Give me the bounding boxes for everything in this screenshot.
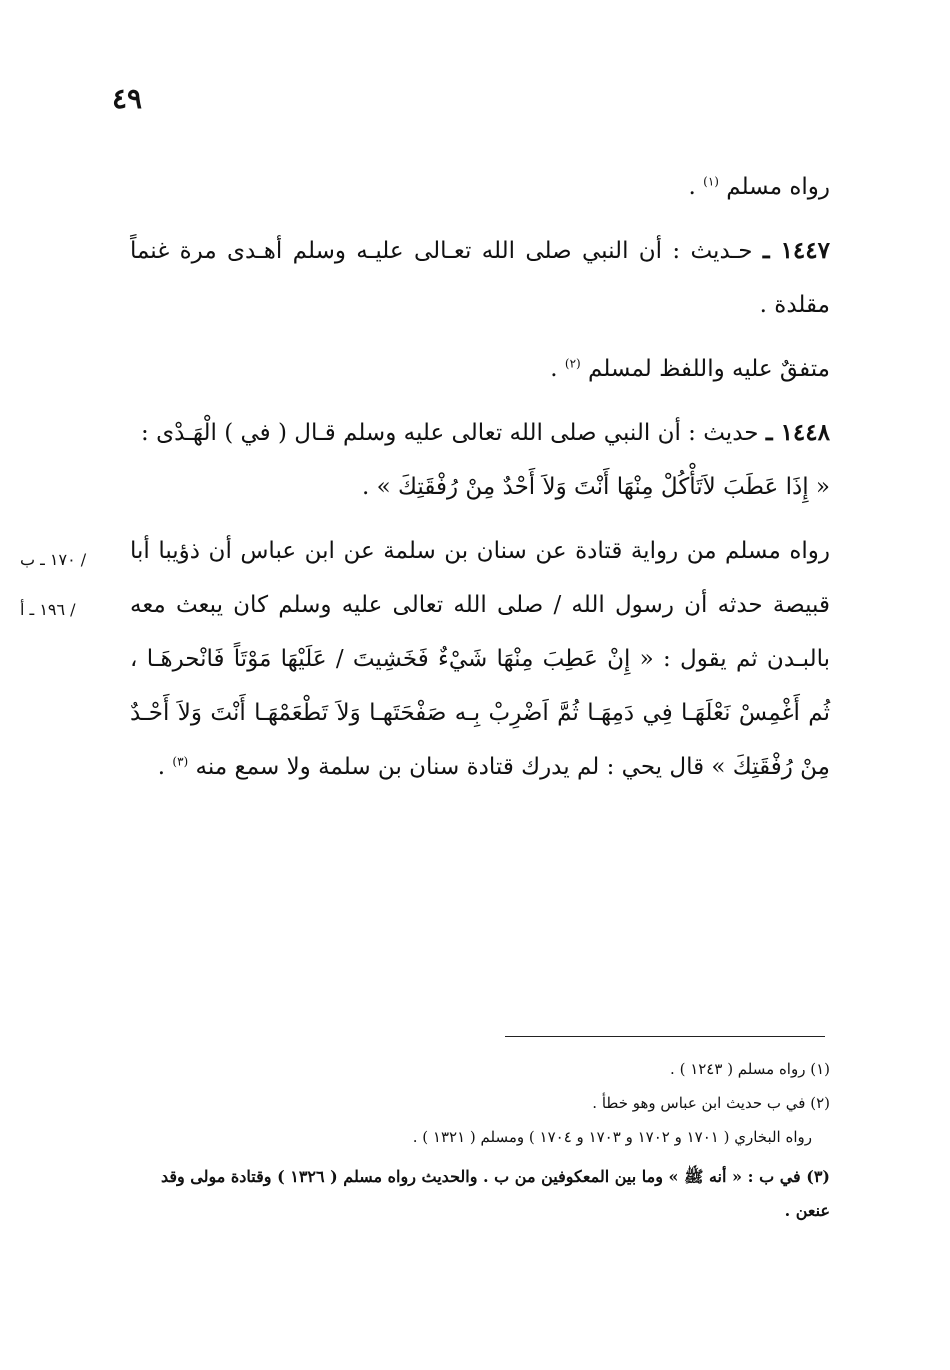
footnote-divider xyxy=(505,1036,825,1037)
paragraph-3 xyxy=(130,342,830,396)
margin-ref-2: / ١٩٦ ـ أ xyxy=(20,600,76,619)
footnote-3: (٣) في ب : « أنه ﷺ » وما بين المعكوفين من ب . والحديث رواه مسلم ( ١٣٢٦ ) وقتادة مولى وقد عنعن . xyxy=(160,1167,830,1220)
main-text xyxy=(130,160,830,804)
hadith-1448 xyxy=(130,406,830,514)
paragraph-tail: . xyxy=(688,174,696,200)
paragraph-text: رواه مسلم من رواية قتادة عن سنان بن سلمة عن ابن عباس أن ذؤيبا أبا قبيصة حدثه أن رسول الله / صلى الله تعالى عليه وسلم كان يبعث معه بالبـدن ثم يقول : « إِنْ عَطِبَ مِنْهَا شَيْءٌ فَخَشِيتَ / عَلَيْهَا مَوْتَاً فَانْحرهَـا ، ثُم أَغْمِسْ نَعْلَهَـا فِي دَمِهَـا ثُمَّ اَضْرِبْ بِـه صَفْحَتَهـا وَلاَ تَطْعَمْهَـا أَنْتَ وَلاَ أَحْـدٌ مِنْ رُفْقَتِكَ » قال يحي : لم يدرك قتادة سنان بن سلمة ولا سمع منه xyxy=(130,538,830,780)
hadith-text: حـديث : أن النبي صلى الله تعـالى عليـه وسلم أهـدى مرة غنماً مقلدة . xyxy=(130,238,830,318)
footnote-marker: (٢) xyxy=(564,356,581,371)
paragraph-1 xyxy=(130,160,830,214)
margin-ref-1: / ١٧٠ ـ ب xyxy=(20,550,87,569)
hadith-number: ١٤٤٧ ـ xyxy=(762,237,830,264)
footnote-marker: (١) xyxy=(703,174,719,189)
paragraph-tail: . xyxy=(550,356,558,382)
paragraph-text: متفقٌ عليه واللفظ لمسلم xyxy=(588,356,830,382)
hadith-text: حديث : أن النبي صلى الله تعالى عليه وسلم قـال ( في ) الْهَـدْى : xyxy=(141,420,759,446)
footnotes xyxy=(130,1052,830,1228)
paragraph-text: رواه مسلم xyxy=(726,174,830,200)
page-number: ٤٩ xyxy=(112,82,143,115)
hadith-number: ١٤٤٨ ـ xyxy=(765,419,830,446)
paragraph-tail: . xyxy=(157,754,166,780)
footnote-2-continuation: رواه البخاري ( ١٧٠١ و ١٧٠٢ و ١٧٠٣ و ١٧٠٤ ) ومسلم ( ١٣٢١ ) . xyxy=(412,1128,812,1146)
hadith-1447 xyxy=(130,224,830,332)
footnote-2: (٢) في ب حديث ابن عباس وهو خطأ . xyxy=(592,1094,830,1112)
footnote-1: (١) رواه مسلم ( ١٢٤٣ ) . xyxy=(670,1060,830,1078)
footnote-marker: (٣) xyxy=(172,754,189,769)
hadith-quote: « إِذَا عَطَبَ لاَتَأْكُلْ مِنْهَا أَنْتَ وَلاَ أَحْدٌ مِنْ رُفْقَتِكَ » . xyxy=(361,474,830,500)
paragraph-5 xyxy=(130,524,830,794)
